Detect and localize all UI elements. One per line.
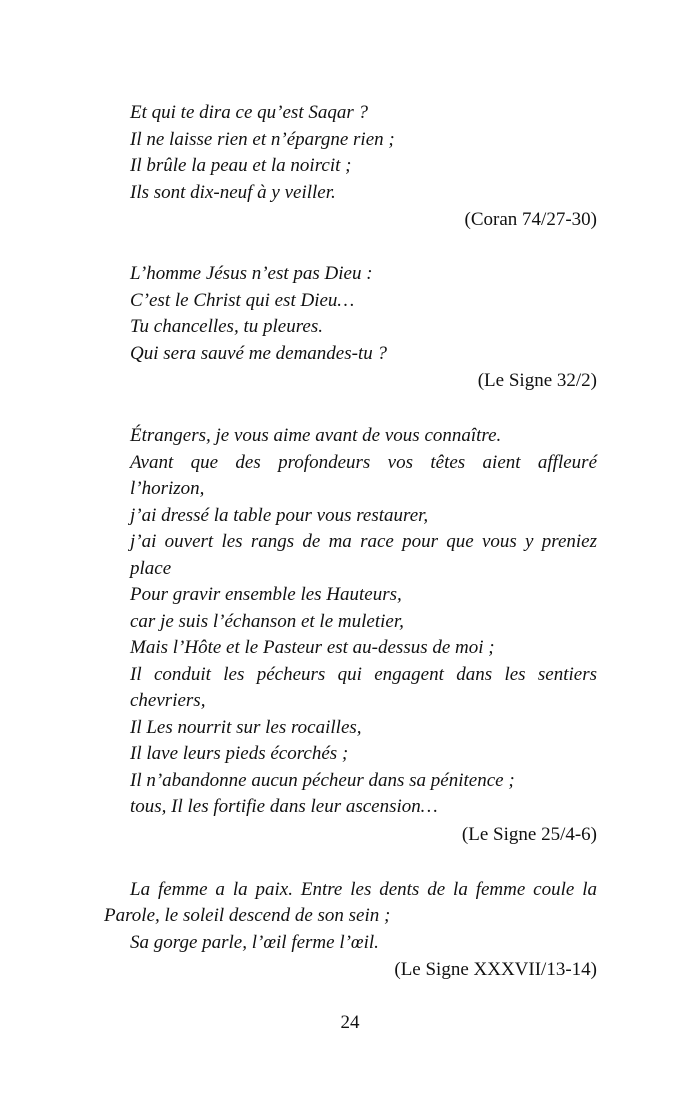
stanza-signe-32 [104, 261, 597, 395]
verse-line: j’ai dressé la table pour vous restaurer, [130, 504, 429, 526]
verse-line-continuation: chevriers, [130, 690, 206, 711]
citation-reference: (Le Signe XXXVII/13-14) [394, 959, 597, 980]
stanza-spacer [104, 234, 597, 261]
verse-line: Mais l’Hôte et le Pasteur est au-dessus de moi ; [130, 637, 495, 658]
verse-line: Et qui te dira ce qu’est Saqar ? [130, 102, 368, 123]
verse-line: Étrangers, je vous aime avant de vous connaître. [130, 425, 502, 446]
citation-reference: (Coran 74/27-30) [464, 209, 597, 230]
stanza-signe-25 [104, 423, 597, 849]
verse-line: Il n’abandonne aucun pécheur dans sa pénitence ; [130, 769, 515, 791]
verse-line-continuation: place [130, 557, 172, 579]
page-body [104, 100, 597, 984]
verse-line: C’est le Christ qui est Dieu… [130, 289, 355, 311]
verse-line: Ils sont dix-neuf à y veiller. [130, 181, 336, 203]
verse-line: Il lave leurs pieds écorchés ; [130, 743, 349, 764]
stanza-spacer [104, 849, 597, 877]
stanza-coran [104, 100, 597, 234]
verse-line: Il ne laisse rien et n’épargne rien ; [130, 128, 395, 150]
verse-line: Avant que des profondeurs vos têtes aient affleuré [130, 451, 597, 473]
verse-line: Pour gravir ensemble les Hauteurs, [130, 584, 402, 605]
verse-line: L’homme Jésus n’est pas Dieu : [130, 263, 373, 284]
verse-line: Tu chancelles, tu pleures. [130, 316, 323, 337]
citation-reference: (Le Signe 32/2) [477, 370, 597, 391]
stanza-spacer [104, 395, 597, 423]
verse-line: Sa gorge parle, l’œil ferme l’œil. [130, 931, 379, 953]
verse-line-continuation: l’horizon, [130, 478, 205, 499]
verse-line: Qui sera sauvé me demandes-tu ? [130, 342, 387, 364]
verse-line: car je suis l’échanson et le muletier, [130, 610, 404, 632]
verse-line: Il conduit les pécheurs qui engagent dans les sentiers [130, 663, 597, 685]
verse-line: Il brûle la peau et la noircit ; [130, 155, 352, 176]
stanza-signe-xxxvii [104, 877, 597, 985]
verse-line: Il Les nourrit sur les rocailles, [130, 716, 362, 738]
verse-line: La femme a la paix. Entre les dents de la femme coule la [130, 878, 597, 900]
verse-line-continuation: Parole, le soleil descend de son sein ; [104, 905, 391, 926]
citation-reference: (Le Signe 25/4-6) [461, 823, 597, 845]
verse-line: j’ai ouvert les rangs de ma race pour que vous y preniez [130, 531, 597, 552]
verse-line: tous, Il les fortifie dans leur ascension… [130, 796, 438, 817]
page-number: 24 [340, 1012, 360, 1033]
